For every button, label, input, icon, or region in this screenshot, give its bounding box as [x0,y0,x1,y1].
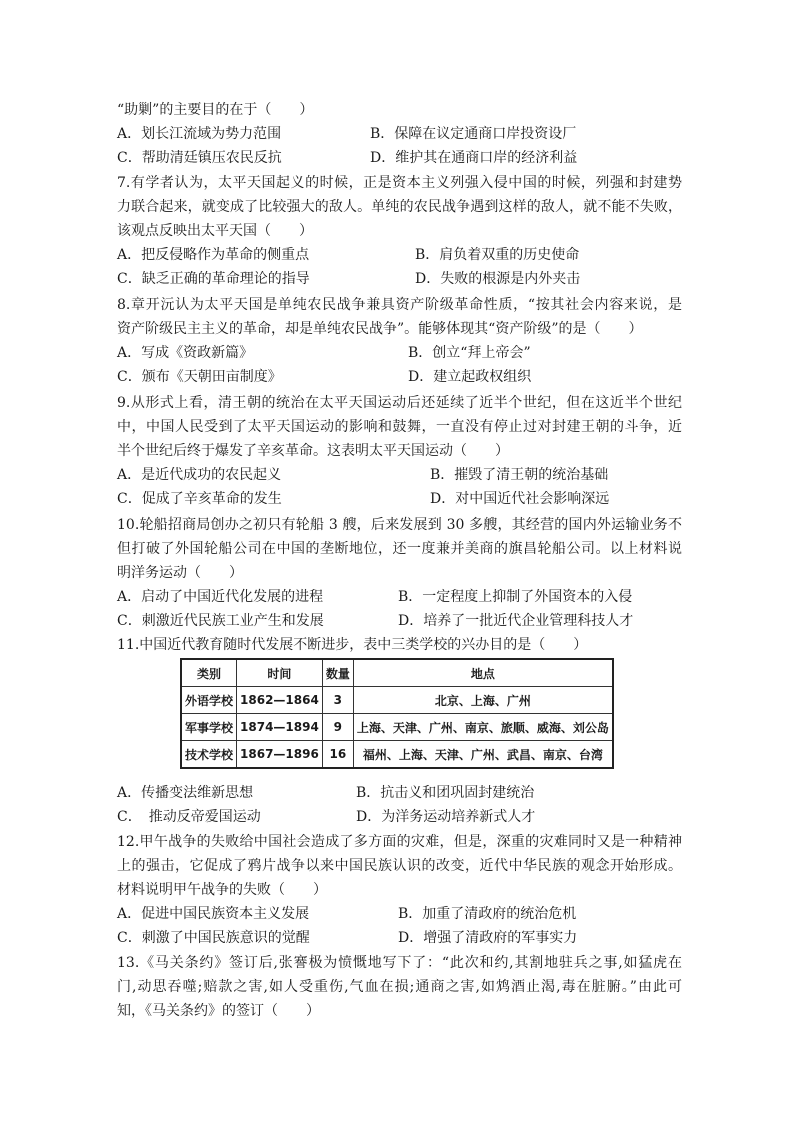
q13-stem-line-1: 13.《马关条约》签订后,张謇极为愤慨地写下了：“此次和约,其割地驻兵之事,如猛虎在 [117,955,682,971]
q11-option-b: B．抗击义和团巩固封建统治 [356,785,535,801]
q12-option-a: A．促进中国民族资本主义发展 [117,906,310,922]
q12-stem-line-2: 上的强击，它促成了鸦片战争以来中国民族认识的改变，近代中华民族的观念开始形成。 [117,858,682,874]
q7-stem-line-2: 力联合起来，就变成了比较强大的敌人。单纯的农民战争遇到这样的敌人，就不能不失败， [117,199,682,215]
q9-stem-line-3: 半个世纪后终于爆发了辛亥革命。这表明太平天国运动（ ） [117,443,509,459]
q7-stem-line-1: 7.有学者认为，太平天国起义的时候，正是资本主义列强入侵中国的时候，列强和封建势 [117,175,682,191]
q7-option-d: D．失败的根源是内外夹击 [415,271,581,287]
q11-stem: 11.中国近代教育随时代发展不断进步，表中三类学校的兴办目的是（ ） [117,637,588,653]
table-row [181,687,613,714]
q7-option-a: A．把反侵略作为革命的侧重点 [117,247,310,263]
q7-option-c: C．缺乏正确的革命理论的指导 [117,271,310,287]
q9-stem-line-1: 9.从形式上看，清王朝的统治在太平天国运动后还延续了近半个世纪，但在这近半个世纪 [117,395,682,411]
q9-stem-line-2: 中，中国人民受到了太平天国运动的影响和鼓舞，一直没有停止过对封建王朝的斗争，近 [117,419,682,435]
q8-option-b: B．创立“拜上帝会” [408,345,531,361]
q11-option-a: A．传播变法维新思想 [117,785,254,801]
q9-option-c: C．促成了辛亥革命的发生 [117,491,282,507]
q6-option-b: B．保障在议定通商口岸投资设厂 [370,126,577,142]
q6-option-c: C．帮助清廷镇压农民反抗 [117,150,282,166]
table-cell: 福州、上海、天津、广州、武昌、南京、台湾 [353,741,613,769]
q13-stem-line-3: 知，《马关条约》的签订（ ） [117,1003,320,1019]
table-cell: 北京、上海、广州 [353,687,613,714]
q12-stem-line-1: 12.甲午战争的失败给中国社会造成了多方面的灾难，但是，深重的灾难同时又是一种精神 [117,834,682,850]
q7-stem-line-3: 该观点反映出太平天国（ ） [117,223,313,239]
q7-option-b: B．肩负着双重的历史使命 [415,247,580,263]
table-cell: 1874—1894 [237,714,323,741]
q12-option-c: C．刺激了中国民族意识的觉醒 [117,930,310,946]
table-header-count: 数量 [322,659,353,687]
q10-option-c: C．刺激近代民族工业产生和发展 [117,613,324,629]
q11-option-d: D．为洋务运动培养新式人才 [356,809,536,825]
table-header-category: 类别 [181,659,237,687]
table-cell: 16 [322,741,353,769]
table-header-time: 时间 [237,659,323,687]
table-row [181,741,613,769]
q9-option-b: B．摧毁了清王朝的统治基础 [430,467,609,483]
table-cell: 1867—1896 [237,741,323,769]
q8-stem-line-2: 资产阶级民主主义的革命，却是单纯农民战争”。能够体现其“资产阶级”的是（ ） [117,321,643,337]
table-row [181,714,613,741]
school-table [180,658,614,769]
q8-stem-line-1: 8.章开沅认为太平天国是单纯农民战争兼具资产阶级革命性质，“按其社会内容来说，是 [117,297,682,313]
table-cell: 技术学校 [181,741,237,769]
q9-option-a: A．是近代成功的农民起义 [117,467,282,483]
q10-stem-line-2: 但打破了外国轮船公司在中国的垄断地位，还一度兼并美商的旗昌轮船公司。以上材料说 [117,541,682,557]
q10-option-d: D．培养了一批近代企业管理科技人才 [398,613,634,629]
table-header-location: 地点 [353,659,613,687]
table-cell: 9 [322,714,353,741]
q12-option-b: B．加重了清政府的统治危机 [398,906,577,922]
q6-option-d: D．维护其在通商口岸的经济利益 [370,150,578,166]
q9-option-d: D．对中国近代社会影响深远 [430,491,610,507]
table-header-row [181,659,613,687]
table-cell: 军事学校 [181,714,237,741]
q12-stem-line-3: 材料说明甲午战争的失败（ ） [117,882,327,898]
q8-option-c: C．颁布《天朝田亩制度》 [117,369,282,385]
q6-option-a: A．划长江流域为势力范围 [117,126,282,142]
q8-option-a: A．写成《资政新篇》 [117,345,254,361]
table-cell: 3 [322,687,353,714]
q6-stem-tail: “助剿”的主要目的在于（ ） [117,102,314,118]
q10-option-b: B．一定程度上抑制了外国资本的入侵 [398,589,633,605]
q8-option-d: D．建立起政权组织 [408,369,532,385]
q12-option-d: D．增强了清政府的军事实力 [398,930,578,946]
table-cell: 上海、天津、广州、南京、旅顺、威海、刘公岛 [353,714,613,741]
q10-stem-line-3: 明洋务运动（ ） [117,565,243,581]
q10-option-a: A．启动了中国近代化发展的进程 [117,589,324,605]
q11-option-c: C． 推动反帝爱国运动 [117,809,261,825]
q10-stem-line-1: 10.轮船招商局创办之初只有轮船 3 艘，后来发展到 30 多艘，其经营的国内外运输业务不 [117,517,682,533]
table-cell: 外语学校 [181,687,237,714]
q13-stem-line-2: 门,动思吞噬;赔款之害,如人受重伤,气血在损;通商之害,如鸩酒止渴,毒在脏腑。”由此可 [117,979,682,995]
table-cell: 1862—1864 [237,687,323,714]
